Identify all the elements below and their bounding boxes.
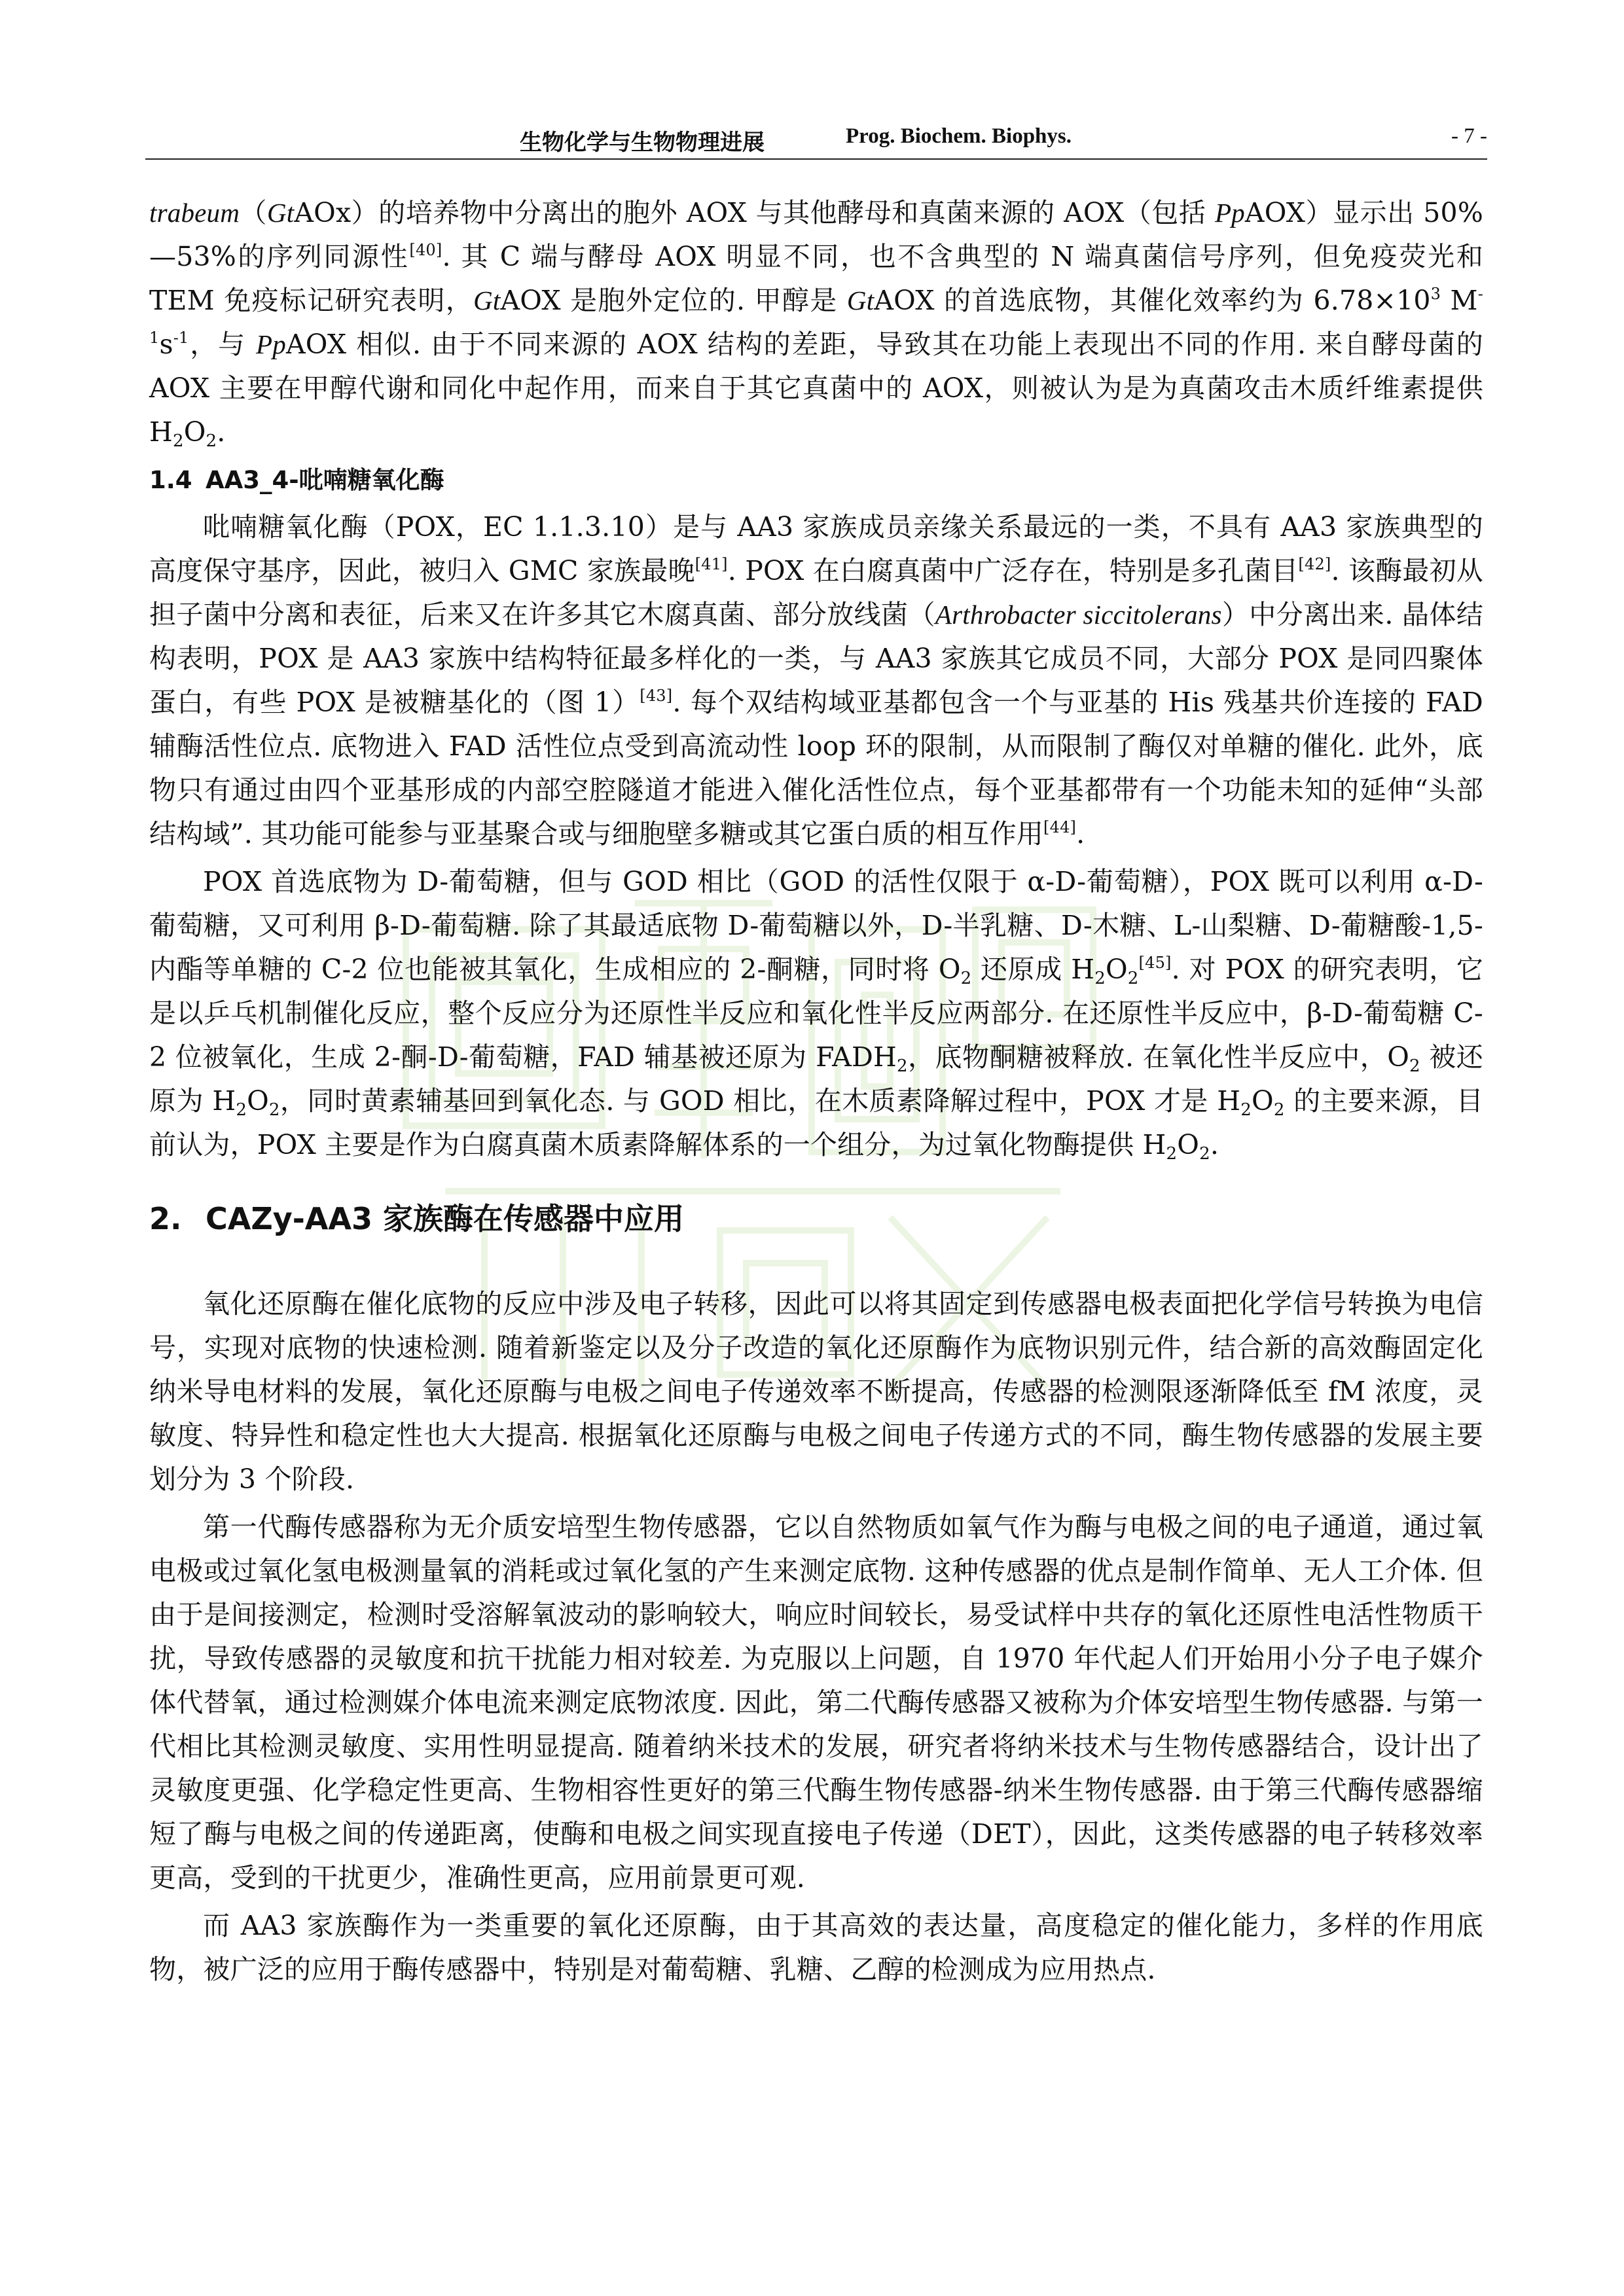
text: . 每个双结构域亚基都包含一个与亚基的 His 残基共价连接的 FAD 辅酶活性位点. 底物进入 FAD 活性位点受到高流动性 loop 环的限制，从而限制了酶仅对单糖的催化. 此外，底物只有通过由四个亚基形成的内部空腔隧道才能进入催化活性位点，每个亚基都带有一个功能未知的延伸“头部结构域”. 其功能可能参与亚基聚合或与细胞壁多糖或其它蛋白质的相互作用 bbox=[149, 687, 1483, 850]
paragraph-aa3-applications: 而 AA3 家族酶作为一类重要的氧化还原酶，由于其高效的表达量，高度稳定的催化能力，多样的作用底物，被广泛的应用于酶传感器中，特别是对葡萄糖、乳糖、乙醇的检测成为应用热点. bbox=[149, 1910, 1483, 1985]
citation: [42] bbox=[1298, 555, 1331, 573]
subscript: 2 bbox=[1240, 1100, 1252, 1120]
text: . 该酶最初从担子菌中分离和表征，后来又在许多其它木腐真菌、部分放线菌（ bbox=[149, 555, 1483, 630]
text: O bbox=[1177, 1129, 1200, 1160]
text: . 其 C 端与酵母 AOX 明显不同，也不含典型的 N 端真菌信号序列，但免疫荧光和 TEM 免疫标记研究表明， bbox=[149, 241, 1483, 316]
paragraph-sensor-generations: 第一代酶传感器称为无介质安培型生物传感器，它以自然物质如氧气作为酶与电极之间的电子通道，通过氧电极或过氧化氢电极测量氧的消耗或过氧化氢的产生来测定底物. 这种传感器的优点是制作简单、无人工介体. 但由于是间接测定，检测时受溶解氧波动的影响较大，响应时间较长，易受试样中共存的氧化还原性电活性物质干扰，导致传感器的灵敏度和抗干扰能力相对较差. 为克服以上问题，自 1970 年代起人们开始用小分子电子媒介体代替氧，通过检测媒介体电流来测定底物浓度. 因此，第二代酶传感器又被称为介体安培型生物传感器. 与第一代相比其检测灵敏度、实用性明显提高. 随着纳米技术的发展，研究者将纳米技术与生物传感器结合，设计出了灵敏度更强、化学稳定性更高、生物相容性更好的第三代酶生物传感器-纳米生物传感器. 由于第三代酶传感器缩短了酶与电极之间的传递距离，使酶和电极之间实现直接电子传递（DET），因此，这类传感器的电子转移效率更高，受到的干扰更少，准确性更高，应用前景更可观. bbox=[149, 1511, 1483, 1893]
species-name: Arthrobacter siccitolerans bbox=[935, 600, 1222, 630]
text: . bbox=[217, 416, 226, 448]
subscript: 2 bbox=[268, 1100, 280, 1120]
subscript: 2 bbox=[897, 1056, 908, 1076]
text: POX 首选底物为 D-葡萄糖，但与 GOD 相比（GOD 的活性仅限于 α-D-葡萄糖），POX 既可以利用 α-D-葡萄糖，又可利用 β-D-葡萄糖. 除了其最适底物 D-葡萄糖以外，D-半乳糖、D-木糖、L-山梨糖、D-葡糖酸-1,5-内酯等单糖的 C-2 位也能被其氧化，生成相应的 2-酮糖，同时将 O bbox=[149, 866, 1483, 985]
species-name: trabeum bbox=[149, 198, 240, 228]
running-header bbox=[145, 122, 1487, 160]
text: M bbox=[1441, 285, 1478, 316]
citation: [41] bbox=[695, 555, 728, 573]
subscript: 2 bbox=[236, 1100, 247, 1120]
text: AOX）显示出 50%—53%的序列同源性 bbox=[149, 197, 1483, 272]
paragraph-pox-structure bbox=[149, 505, 1483, 856]
abbr-italic: Gt bbox=[473, 285, 501, 315]
text: . POX 在白腐真菌中广泛存在，特别是多孔菌目 bbox=[727, 555, 1299, 586]
page-number: - 7 - bbox=[1451, 124, 1487, 148]
text: AOX 的首选底物，其催化效率约为 6.78×10 bbox=[874, 285, 1431, 316]
text: AOX 相似. 由于不同来源的 AOX 结构的差距，导致其在功能上表现出不同的作用. 来自酵母菌的 AOX 主要在甲醇代谢和同化中起作用，而来自于其它真菌中的 AOX，则被认为是为真菌攻击木质纤维素提供 H bbox=[149, 329, 1483, 448]
article-body bbox=[149, 191, 1483, 1996]
citation: [43] bbox=[640, 687, 673, 705]
citation: [44] bbox=[1043, 818, 1077, 836]
text: ，同时黄素辅基回到氧化态. 与 GOD 相比，在木质素降解过程中，POX 才是 H bbox=[280, 1085, 1241, 1117]
subsection-title: AA3_4-吡喃糖氧化酶 bbox=[206, 466, 444, 494]
abbr-italic: Gt bbox=[266, 198, 295, 228]
subscript: 2 bbox=[1094, 969, 1106, 988]
subsection-heading-1-4 bbox=[149, 458, 1483, 503]
abbr-italic: Gt bbox=[846, 285, 875, 315]
text: 还原成 H bbox=[971, 954, 1095, 985]
paragraph-redox-sensors: 氧化还原酶在催化底物的反应中涉及电子转移，因此可以将其固定到传感器电极表面把化学信号转换为电信号，实现对底物的快速检测. 随着新鉴定以及分子改造的氧化还原酶作为底物识别元件，结合新的高效酶固定化纳米导电材料的发展，氧化还原酶与电极之间电子传递效率不断提高，传感器的检测限逐渐降低至 fM 浓度，灵敏度、特异性和稳定性也大大提高. 根据氧化还原酶与电极之间电子传递方式的不同，酶生物传感器的发展主要划分为 3 个阶段. bbox=[149, 1288, 1483, 1495]
subscript: 2 bbox=[172, 431, 184, 451]
text: O bbox=[183, 416, 206, 448]
text: ）中分离出来. 晶体结构表明，POX 是 AA3 家族中结构特征最多样化的一类，与 AA3 家族其它成员不同，大部分 POX 是同四聚体蛋白，有些 POX 是被糖基化的（图 1） bbox=[149, 599, 1484, 718]
text: O bbox=[1252, 1085, 1274, 1117]
text: （ bbox=[240, 197, 267, 228]
superscript: -1 bbox=[173, 329, 189, 347]
superscript: -1 bbox=[149, 285, 1484, 347]
citation: [40] bbox=[409, 241, 442, 259]
journal-title-en: Prog. Biochem. Biophys. bbox=[846, 124, 1072, 148]
text: 被还原为 H bbox=[149, 1041, 1483, 1117]
text: 的主要来源，目前认为，POX 主要是作为白腐真菌木质素降解体系的一个组分，为过氧化物酶提供 H bbox=[149, 1085, 1483, 1160]
subscript: 2 bbox=[1409, 1056, 1420, 1076]
paragraph-pox-substrate bbox=[149, 860, 1483, 1167]
superscript: 3 bbox=[1430, 285, 1441, 303]
subscript: 2 bbox=[1166, 1144, 1178, 1164]
section-title: CAZy-AA3 家族酶在传感器中应用 bbox=[206, 1201, 685, 1236]
text: O bbox=[1105, 954, 1128, 985]
subscript: 2 bbox=[960, 969, 972, 988]
text: . bbox=[1210, 1129, 1219, 1160]
paragraph-gtaox bbox=[149, 191, 1483, 454]
text: . bbox=[1076, 818, 1085, 850]
journal-title-cn: 生物化学与生物物理进展 bbox=[520, 130, 765, 156]
text: ，与 bbox=[189, 329, 257, 360]
subscript: 2 bbox=[1127, 969, 1139, 988]
subscript: 2 bbox=[206, 431, 217, 451]
text: 吡喃糖氧化酶（POX，EC 1.1.3.10）是与 AA3 家族成员亲缘关系最远的一类，不具有 AA3 家族典型的高度保守基序，因此，被归入 GMC 家族最晚 bbox=[149, 511, 1483, 586]
subscript: 2 bbox=[1273, 1100, 1285, 1120]
text: . 对 POX 的研究表明，它是以乒乓机制催化反应，整个反应分为还原性半反应和氧化性半反应两部分. 在还原性半反应中，β-D-葡萄糖 C-2 位被氧化，生成 2-酮-D-葡萄糖，FAD 辅基被还原为 FADH bbox=[149, 954, 1483, 1073]
abbr-italic: Pp bbox=[256, 329, 286, 359]
subscript: 2 bbox=[1199, 1144, 1210, 1164]
section-heading-2 bbox=[149, 1196, 1483, 1242]
abbr-italic: Pp bbox=[1214, 198, 1245, 228]
text: s bbox=[159, 329, 173, 360]
text: O bbox=[247, 1085, 269, 1117]
text: AOx）的培养物中分离出的胞外 AOX 与其他酵母和真菌来源的 AOX（包括 bbox=[294, 197, 1215, 228]
text: AOX 是胞外定位的. 甲醇是 bbox=[500, 285, 847, 316]
subsection-number: 1.4 bbox=[149, 466, 192, 494]
citation: [45] bbox=[1138, 954, 1172, 972]
section-number: 2. bbox=[149, 1201, 182, 1236]
text: ，底物酮糖被释放. 在氧化性半反应中，O bbox=[907, 1041, 1410, 1073]
